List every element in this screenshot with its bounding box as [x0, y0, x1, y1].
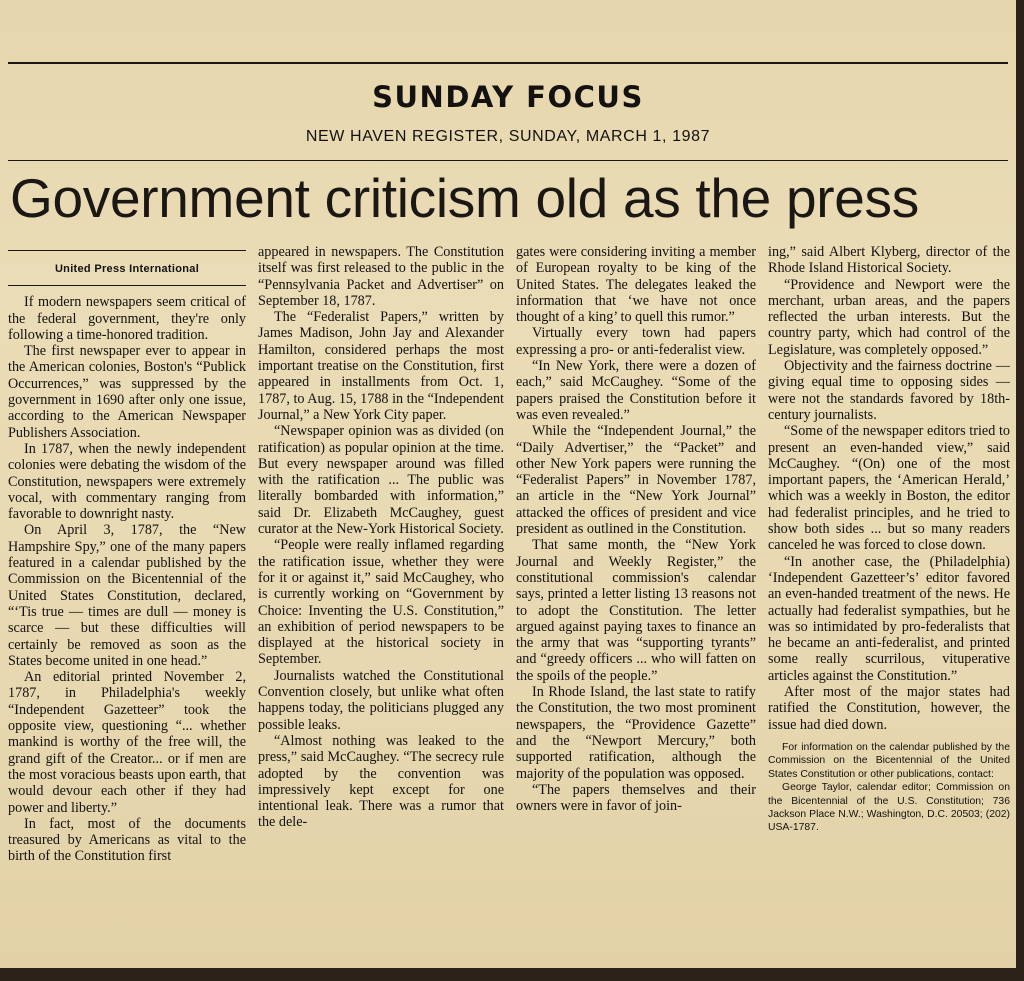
column-3: [516, 244, 756, 960]
paragraph: Virtually every town had papers expressing a pro- or anti-federalist view.: [516, 325, 756, 358]
headline: Government criticism old as the press: [10, 167, 919, 229]
paragraph: “People were really inflamed regarding the ratification issue, whether they were for it or against it,” said McCaughey, who is currently working on “Government by Choice: Inventing the U.S. Constitution,” an exhibition of period newspapers to be displayed at the historical society in September.: [258, 537, 504, 668]
note-paragraph: George Taylor, calendar editor; Commission on the Bicentennial of the U.S. Constitution; 736 Jackson Place N.W.; Washington, D.C. 20503; (202) USA-1787.: [768, 782, 1010, 834]
paragraph: Objectivity and the fairness doctrine — giving equal time to opposing sides — were not the standards favored by 18th-century journalists.: [768, 358, 1010, 423]
top-rule: [8, 62, 1008, 64]
paragraph: gates were considering inviting a member of European royalty to be king of the United States. The delegates leaked the information that ‘we have not once thought of a king’ to quell this rumor.”: [516, 244, 756, 326]
paragraph: “Some of the newspaper editors tried to present an even-handed view,” said McCaughey. “(On) one of the most important papers, the ‘American Herald,’ which was a weekly in Boston, the editor had federalist principles, and he tried to show both sides ... but so many readers canceled he was forced to close down.: [768, 423, 1010, 554]
dateline: NEW HAVEN REGISTER, SUNDAY, MARCH 1, 1987: [305, 128, 711, 145]
paragraph: “Newspaper opinion was as divided (on ratification) as popular opinion at the time. But every newspaper around was filled with the ratification ... The public was literally bombarded with information,” said Dr. Elizabeth McCaughey, guest curator at the New-York Historical Society.: [258, 423, 504, 538]
paragraph: “Almost nothing was leaked to the press,” said McCaughey. “The secrecy rule adopted by the convention was impressively kept except for one intentional leak. There was a rumor that the dele-: [258, 732, 504, 831]
paragraph: In fact, most of the documents treasured by Americans as vital to the birth of the Constitution first: [8, 815, 246, 865]
paragraph: The “Federalist Papers,” written by James Madison, John Jay and Alexander Hamilton, considered perhaps the most important treatise on the Constitution, first appeared in installments from Oct. 1, 1787, to Aug. 15, 1788 in the “Independent Journal,” a New York City paper.: [258, 309, 504, 423]
dateline-rule: [8, 160, 1008, 161]
note-paragraph: For information on the calendar published by the Commission on the Bicentennial of the United States Constitution or other publications, contact:: [768, 741, 1010, 780]
paragraph: After most of the major states had ratified the Constitution, however, the issue had died down.: [768, 684, 1010, 733]
paragraph: While the “Independent Journal,” the “Daily Advertiser,” the “Packet” and other New York papers were running the “Federalist Papers” in November 1787, an article in the “New York Journal” attacked the offices of president and vice president as outlined in the Constitution.: [516, 423, 756, 538]
paragraph: “In another case, the (Philadelphia) ‘Independent Gazetteer’s’ editor favored an even-handed treatment of the news. He actually had federalist sympathies, but he was so intimidated by pro-federalists that he became an anti-federalist, and printed some really scurrilous, vituperative articles against the Constitution.”: [768, 553, 1010, 684]
paragraph: appeared in newspapers. The Constitution itself was first released to the public in the “Pennsylvania Packet and Advertiser” on September 18, 1787.: [258, 244, 504, 309]
byline: United Press International: [54, 263, 200, 275]
column-4: [768, 244, 1010, 960]
column-2: [258, 244, 504, 960]
paragraph: An editorial printed November 2, 1787, in Philadelphia's weekly “Independent Gazetteer” took the opposite view, questioning “... whether mankind is worthy of the free will, the grand gift of the Creator... or if men are the most voracious beasts upon earth, that would devour each other if they had power and liberty.”: [8, 669, 246, 816]
info-note: [768, 741, 1010, 835]
paragraph: The first newspaper ever to appear in the American colonies, Boston's “Publick Occurrences,” was suppressed by the government in 1690 after only one issue, according to the American Newspaper Publishers Association.: [8, 343, 246, 441]
byline-rule: [8, 285, 246, 286]
paragraph: If modern newspapers seem critical of the federal government, they're only following a time-honored tradition.: [8, 294, 246, 343]
paragraph: In Rhode Island, the last state to ratify the Constitution, the two most prominent newspapers, the “Providence Gazette” and the “Newport Mercury,” both supported ratification, although the majority of the population was opposed.: [516, 684, 756, 782]
paragraph: Journalists watched the Constitutional Convention closely, but unlike what often happens today, the politicians plugged any possible leaks.: [258, 667, 504, 733]
paragraph: On April 3, 1787, the “New Hampshire Spy,” one of the many papers featured in a calendar published by the Commission on the Bicentennial of the United States Constitution, declared, “‘Tis true — times are dull — money is scarce — but these difficulties will certainly be removed as soon as the States become united in one head.”: [8, 522, 246, 669]
paragraph: “The papers themselves and their owners were in favor of join-: [516, 781, 756, 815]
paragraph: ing,” said Albert Klyberg, director of the Rhode Island Historical Society.: [768, 244, 1010, 277]
paragraph: That same month, the “New York Journal and Weekly Register,” the constitutional commission's calendar says, printed a letter listing 13 reasons not to adopt the Constitution. The letter argued against paying taxes to finance an the army that was “supporting tyrants” and “greedy officers ... who will fatten on the spoils of the people.”: [516, 537, 756, 684]
section-title: SUNDAY FOCUS: [372, 80, 644, 114]
paragraph: “In New York, there were a dozen of each,” said McCaughey. “Some of the papers praised the Constitution before it was even revealed.”: [516, 358, 756, 423]
paragraph: “Providence and Newport were the merchant, urban areas, and the papers reflected the urban interests. But the country party, which had control of the Legislature, was completely opposed.”: [768, 276, 1010, 358]
column-1: [8, 244, 246, 960]
paragraph: In 1787, when the newly independent colonies were debating the wisdom of the Constitution, newspapers were extremely vocal, with commentary ranging from favorable to downright nasty.: [8, 440, 246, 523]
